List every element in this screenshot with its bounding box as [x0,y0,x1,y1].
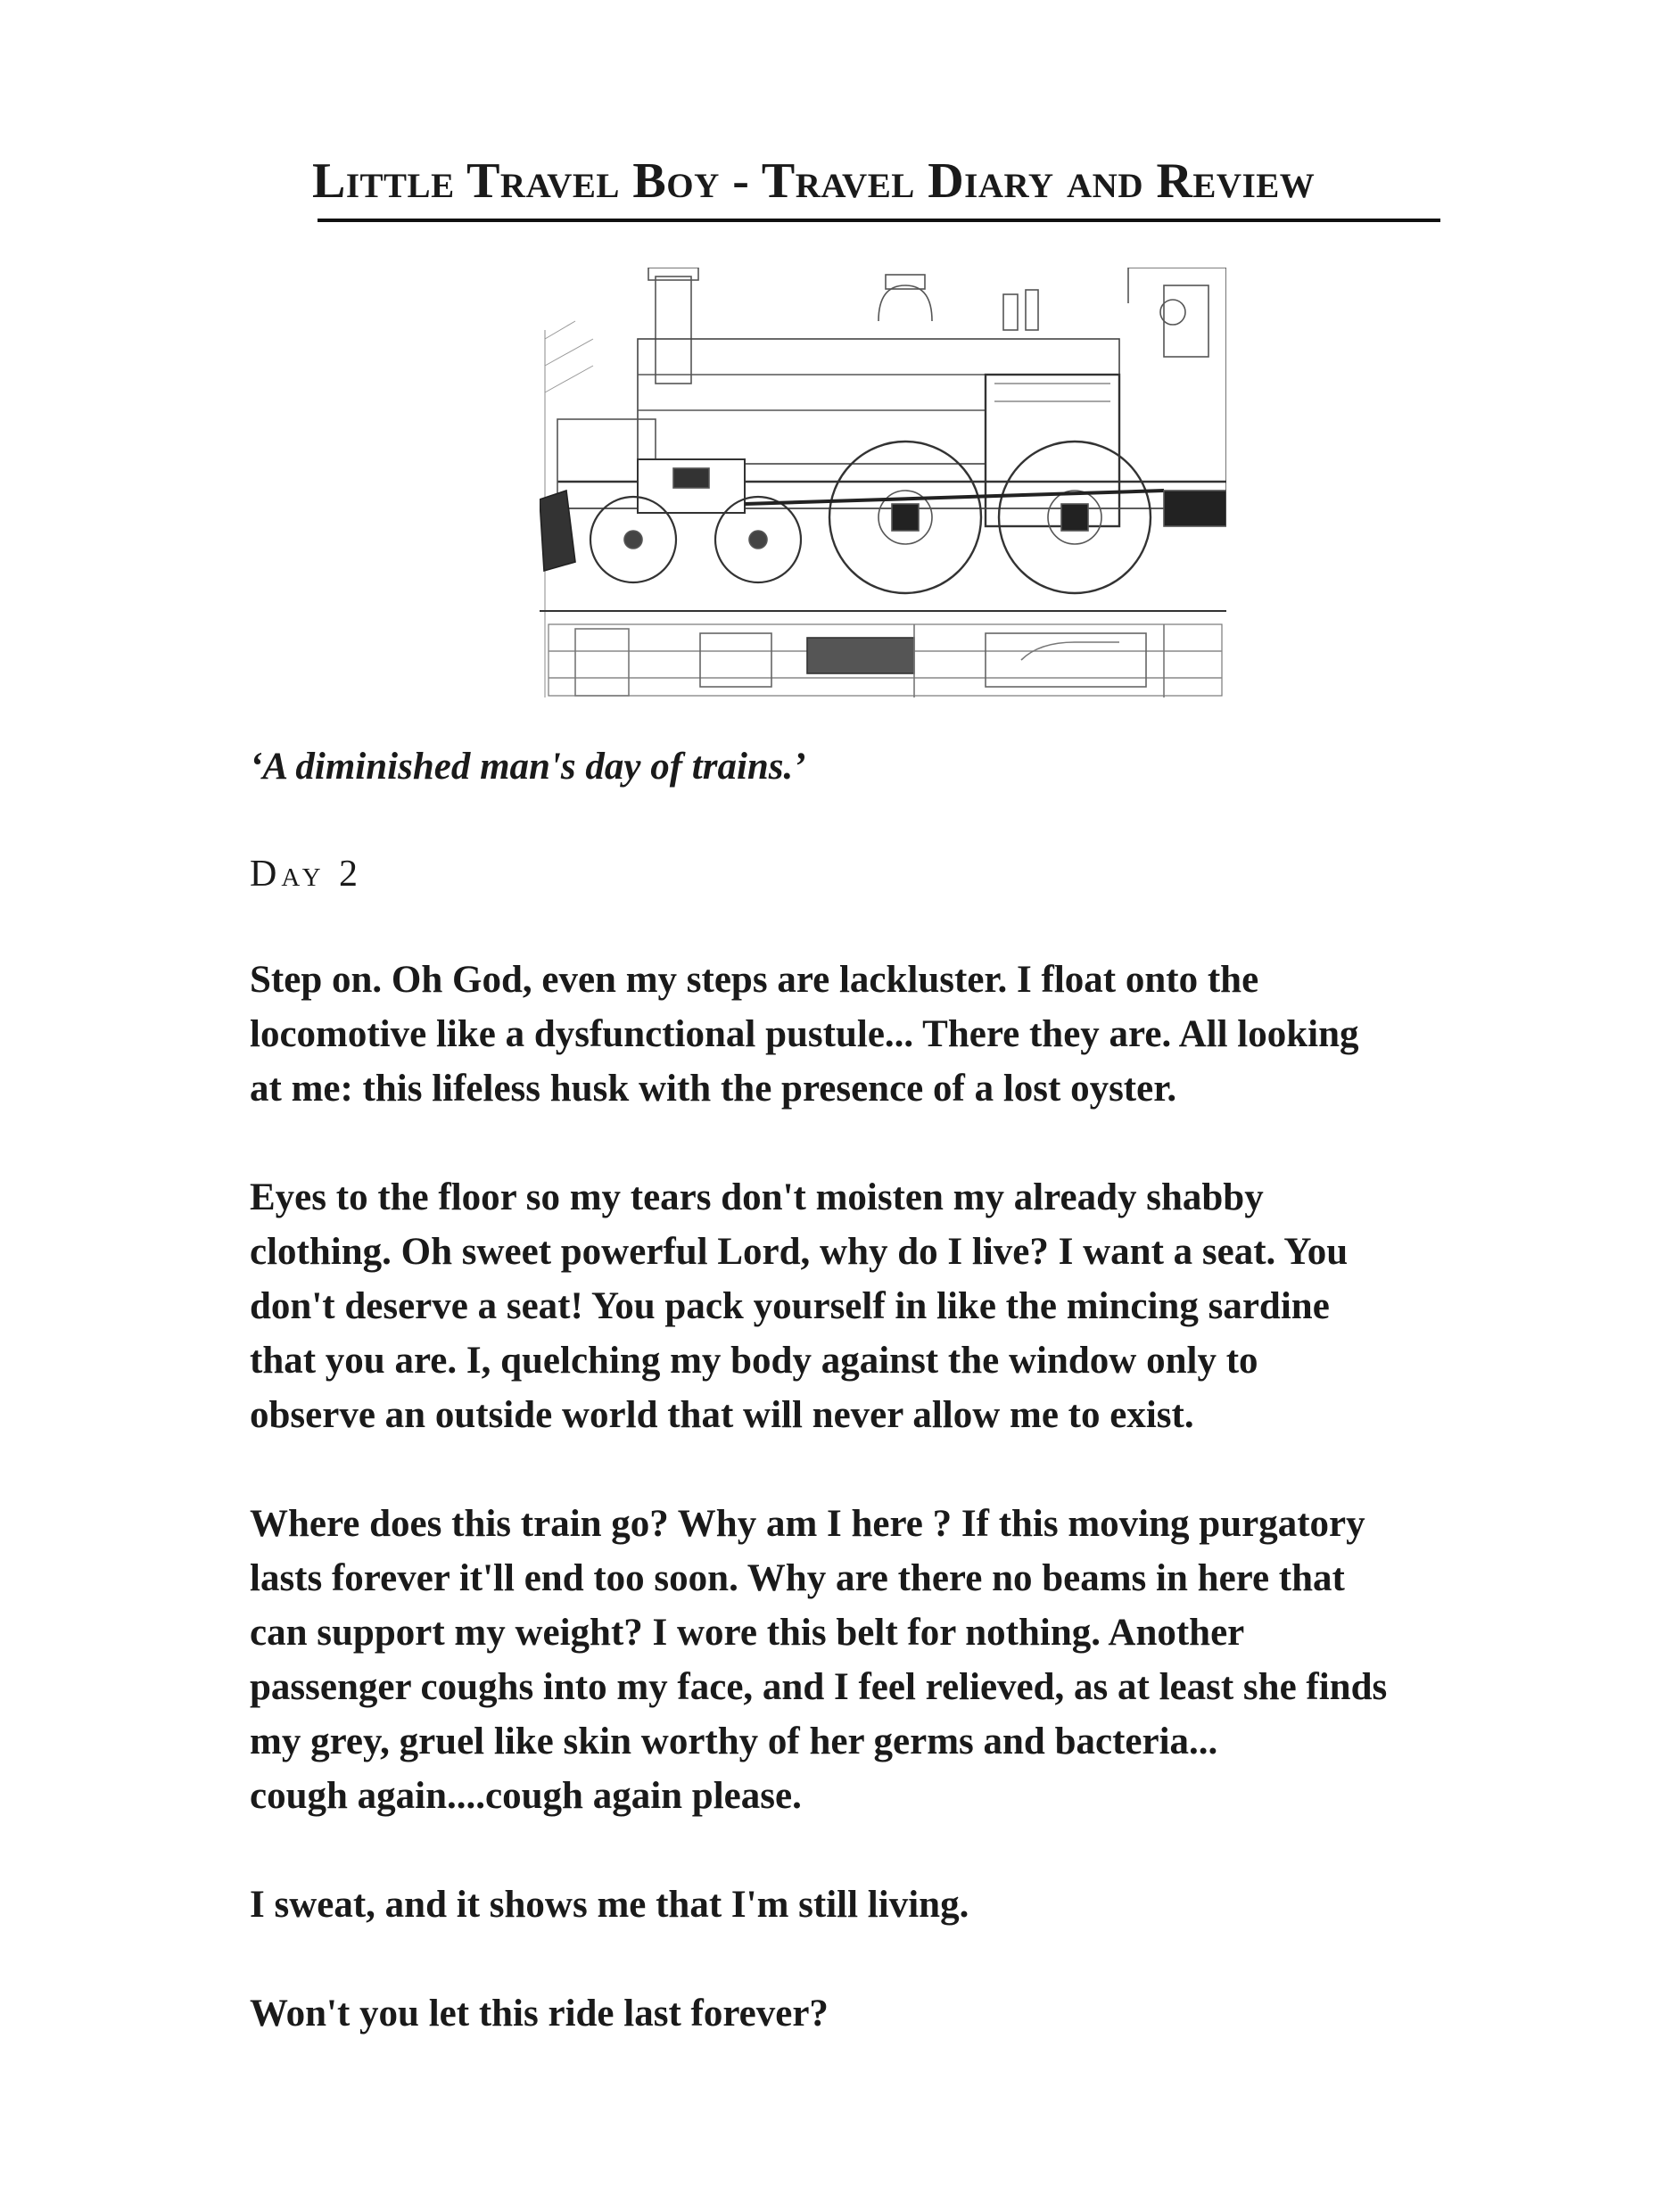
text-line: cough again....cough again please. [250,1775,802,1817]
diary-paragraph [250,1986,1534,2041]
day-heading: Day 2 [250,854,363,895]
diary-subtitle: ‘A diminished man's day of trains.’ [250,746,806,788]
diary-paragraph [250,1878,1534,1932]
text-line: lasts forever it'll end too soon. Why are there no beams in here that [250,1557,1345,1599]
title-underline [318,219,1440,222]
text-line: passenger coughs into my face, and I feel relieved, as at least she finds [250,1666,1388,1708]
text-line: I sweat, and it shows me that I'm still living. [250,1884,969,1926]
text-line: Step on. Oh God, even my steps are lackluster. I float onto the [250,959,1259,1001]
locomotive-blueprint-icon [540,268,1226,697]
text-line: clothing. Oh sweet powerful Lord, why do I live? I want a seat. You [250,1231,1349,1273]
diary-paragraph [250,1497,1534,1823]
text-line: Eyes to the floor so my tears don't moisten my already shabby [250,1176,1264,1218]
text-line: my grey, gruel like skin worthy of her germs and bacteria... [250,1721,1218,1762]
text-line: locomotive like a dysfunctional pustule... There they are. All looking [250,1013,1359,1055]
text-line: observe an outside world that will never allow me to exist. [250,1394,1194,1436]
text-line: can support my weight? I wore this belt for nothing. Another [250,1612,1245,1654]
diary-body [250,953,1534,2095]
text-line: Where does this train go? Why am I here ? If this moving purgatory [250,1503,1365,1545]
text-line: at me: this lifeless husk with the presence of a lost oyster. [250,1068,1177,1110]
text-line: don't deserve a seat! You pack yourself in like the mincing sardine [250,1285,1330,1327]
text-line: Won't you let this ride last forever? [250,1993,829,2035]
document-title: Little Travel Boy - Travel Diary and Review [312,153,1316,209]
diary-paragraph [250,1170,1534,1442]
diary-paragraph [250,953,1534,1116]
text-line: that you are. I, quelching my body against the window only to [250,1340,1258,1382]
